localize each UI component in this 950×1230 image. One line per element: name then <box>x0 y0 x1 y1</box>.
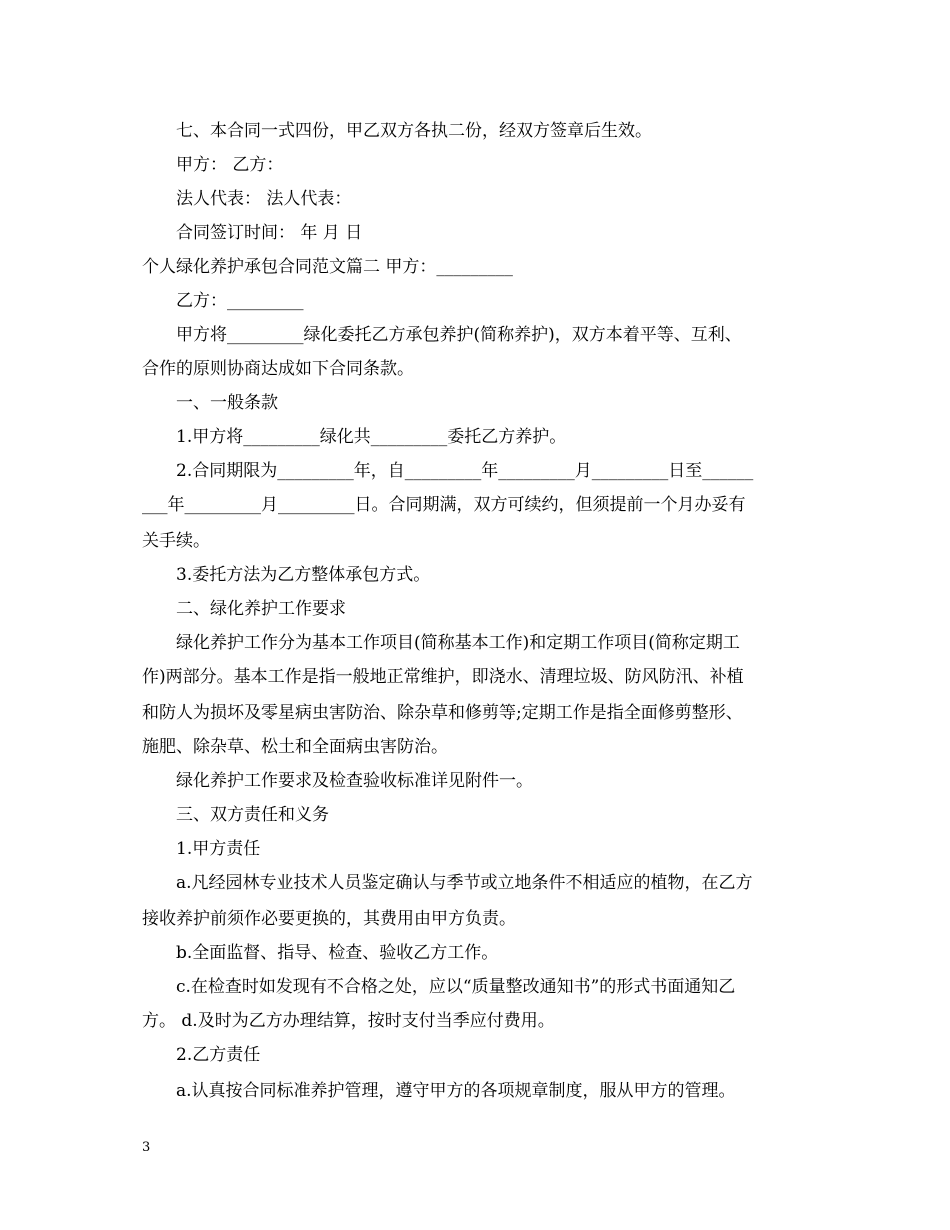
signing-date-line: 合同签订时间： 年 月 日 <box>176 223 363 243</box>
section-two-paragraph-line-3: 和防人为损坏及零星病虫害防治、除杂草和修剪等;定期工作是指全面修剪整形、 <box>142 703 743 723</box>
party-b-line: 乙方：_________ <box>176 291 304 311</box>
intro-paragraph-line-2: 合作的原则协商达成如下合同条款。 <box>142 359 414 379</box>
party-a-duty-c-line-1: c.在检查时如发现有不合格之处，应以“质量整改通知书”的形式书面通知乙 <box>176 977 736 997</box>
party-a-b-line: 甲方： 乙方： <box>176 155 284 175</box>
section-two-paragraph-line-4: 施肥、除杂草、松土和全面病虫害防治。 <box>142 737 448 757</box>
legal-representative-line: 法人代表： 法人代表： <box>176 189 352 209</box>
clause-seven: 七、本合同一式四份，甲乙双方各执二份，经双方签章后生效。 <box>176 121 652 141</box>
page-number: 3 <box>142 1140 151 1155</box>
party-b-duty-heading: 2.乙方责任 <box>176 1045 261 1065</box>
party-a-duty-b: b.全面监督、指导、检查、验收乙方工作。 <box>176 943 499 963</box>
party-b-duty-a: a.认真按合同标准养护管理，遵守甲方的各项规章制度，服从甲方的管理。 <box>176 1081 736 1101</box>
section-two-paragraph-line-2: 作)两部分。基本工作是指一般地正常维护，即浇水、清理垃圾、防风防汛、补植 <box>142 667 744 687</box>
clause-1-2-line-3: 关手续。 <box>142 531 210 551</box>
section-two-heading: 二、绿化养护工作要求 <box>176 599 346 619</box>
clause-1-1: 1.甲方将_________绿化共_________委托乙方养护。 <box>176 427 567 447</box>
clause-1-2-line-2: ___年_________月_________日。合同期满，双方可续约，但须提前一个月办妥有 <box>142 495 746 515</box>
contract-two-heading: 个人绿化养护承包合同范文篇二 甲方：_________ <box>142 257 513 277</box>
party-a-duty-a-line-2: 接收养护前须作必要更换的，其费用由甲方负责。 <box>142 909 516 929</box>
intro-paragraph-line-1: 甲方将_________绿化委托乙方承包养护(简称养护)，双方本着平等、互利、 <box>176 325 742 345</box>
party-a-duty-a-line-1: a.凡经园林专业技术人员鉴定确认与季节或立地条件不相适应的植物，在乙方 <box>176 873 753 893</box>
party-a-duty-c-line-2: 方。 d.及时为乙方办理结算，按时支付当季应付费用。 <box>142 1011 555 1031</box>
party-a-duty-heading: 1.甲方责任 <box>176 839 261 859</box>
clause-1-2-line-1: 2.合同期限为_________年，自_________年_________月_________日至______ <box>176 461 754 481</box>
section-one-heading: 一、一般条款 <box>176 393 278 413</box>
section-three-heading: 三、双方责任和义务 <box>176 805 329 825</box>
clause-1-3: 3.委托方法为乙方整体承包方式。 <box>176 565 431 585</box>
inspection-standard-line: 绿化养护工作要求及检查验收标准详见附件一。 <box>176 771 533 791</box>
section-two-paragraph-line-1: 绿化养护工作分为基本工作项目(简称基本工作)和定期工作项目(简称定期工 <box>176 633 740 653</box>
